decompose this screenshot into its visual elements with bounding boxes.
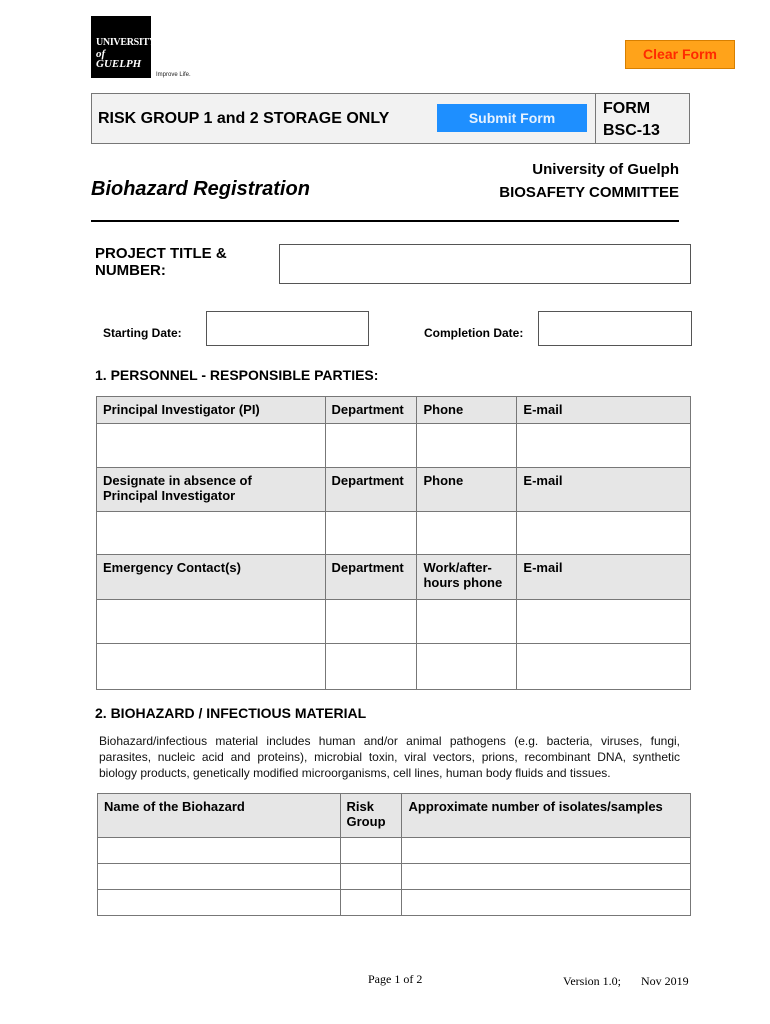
biohazard-row-3: [98, 890, 691, 916]
logo-tagline: Improve Life.: [156, 72, 191, 78]
emergency-email-cell-2[interactable]: [517, 644, 691, 690]
designate-name-header: [97, 468, 326, 512]
emergency-name-cell-1[interactable]: [97, 600, 326, 644]
designate-line-1: Designate in absence of: [103, 473, 252, 488]
designate-phone-cell[interactable]: [417, 512, 517, 555]
biohazard-table: [97, 793, 691, 916]
logo-line-1: UNIVERSITY: [96, 37, 156, 48]
emergency-dept-header: Department: [325, 555, 417, 600]
starting-date-label: Starting Date:: [103, 326, 182, 340]
version-label: Version 1.0;: [563, 974, 621, 988]
biohazard-name-cell-1[interactable]: [98, 838, 341, 864]
biohazard-row-1: [98, 838, 691, 864]
project-title-input[interactable]: [279, 244, 691, 284]
pi-name-header: Principal Investigator (PI): [97, 397, 326, 424]
designate-email-cell[interactable]: [517, 512, 691, 555]
project-title-label: [95, 245, 227, 279]
header-title: RISK GROUP 1 and 2 STORAGE ONLY: [98, 110, 390, 127]
approx-number-cell-3[interactable]: [402, 890, 691, 916]
emergency-email-cell-1[interactable]: [517, 600, 691, 644]
page-number: Page 1 of 2: [368, 972, 423, 986]
emergency-dept-cell-2[interactable]: [325, 644, 417, 690]
pi-dept-cell[interactable]: [325, 424, 417, 468]
risk-group-cell-1[interactable]: [340, 838, 402, 864]
designate-entry-row: [97, 512, 691, 555]
risk-group-header: [340, 794, 402, 838]
project-label-line-1: PROJECT TITLE &: [95, 245, 227, 262]
pi-phone-header: Phone: [417, 397, 517, 424]
page-title: Biohazard Registration: [91, 178, 310, 200]
emergency-phone-line-1: Work/after-: [423, 560, 492, 575]
title-rule: [91, 220, 679, 222]
emergency-phone-line-2: hours phone: [423, 575, 503, 590]
approx-number-cell-2[interactable]: [402, 864, 691, 890]
university-name: University of Guelph: [532, 161, 679, 178]
designate-phone-header: Phone: [417, 468, 517, 512]
emergency-entry-row-1: [97, 600, 691, 644]
personnel-table: [96, 396, 691, 690]
biohazard-name-header: Name of the Biohazard: [98, 794, 341, 838]
clear-form-button[interactable]: Clear Form: [625, 40, 735, 69]
emergency-email-header: E-mail: [517, 555, 691, 600]
project-label-line-2: NUMBER:: [95, 262, 166, 279]
emergency-phone-cell-1[interactable]: [417, 600, 517, 644]
pi-phone-cell[interactable]: [417, 424, 517, 468]
pi-dept-header: Department: [325, 397, 417, 424]
section-2-heading: 2. BIOHAZARD / INFECTIOUS MATERIAL: [95, 705, 367, 721]
university-logo: [91, 16, 156, 78]
risk-group-cell-3[interactable]: [340, 890, 402, 916]
designate-email-header: E-mail: [517, 468, 691, 512]
emergency-dept-cell-1[interactable]: [325, 600, 417, 644]
pi-entry-row: [97, 424, 691, 468]
completion-date-label: Completion Date:: [424, 326, 524, 340]
designate-dept-header: Department: [325, 468, 417, 512]
approx-number-cell-1[interactable]: [402, 838, 691, 864]
emergency-name-cell-2[interactable]: [97, 644, 326, 690]
submit-form-button[interactable]: Submit Form: [437, 104, 587, 132]
designate-name-cell[interactable]: [97, 512, 326, 555]
logo-line-2: of GUELPH: [96, 48, 142, 70]
form-id-line-1: FORM: [603, 100, 651, 117]
form-id-line-2: BSC-13: [603, 122, 660, 139]
section-1-heading: 1. PERSONNEL - RESPONSIBLE PARTIES:: [95, 367, 379, 383]
pi-email-header: E-mail: [517, 397, 691, 424]
starting-date-input[interactable]: [206, 311, 369, 346]
designate-line-2: Principal Investigator: [103, 488, 236, 503]
designate-dept-cell[interactable]: [325, 512, 417, 555]
pi-name-cell[interactable]: [97, 424, 326, 468]
risk-group-cell-2[interactable]: [340, 864, 402, 890]
emergency-entry-row-2: [97, 644, 691, 690]
biohazard-description: Biohazard/infectious material includes human and/or animal pathogens (e.g. bacteria, viruses, fungi, parasites, nucleic acid and proteins), microbial toxin, viral vectors, prions, recombinant DNA, synthetic biology products, genetically modified microorganisms, cell lines, human body fluids and tissues.: [99, 734, 680, 780]
header-divider: [595, 93, 596, 144]
pi-email-cell[interactable]: [517, 424, 691, 468]
form-id: [603, 98, 660, 142]
committee-name: BIOSAFETY COMMITTEE: [499, 184, 679, 201]
pi-header-row: [97, 397, 691, 424]
risk-line-1: Risk: [346, 799, 374, 814]
emergency-name-header: Emergency Contact(s): [97, 555, 326, 600]
version-date: Nov 2019: [641, 974, 689, 988]
emergency-phone-header: [417, 555, 517, 600]
emergency-phone-cell-2[interactable]: [417, 644, 517, 690]
emergency-header-row: [97, 555, 691, 600]
designate-header-row: [97, 468, 691, 512]
biohazard-name-cell-3[interactable]: [98, 890, 341, 916]
approx-number-header: Approximate number of isolates/samples: [402, 794, 691, 838]
risk-line-2: Group: [346, 814, 386, 829]
biohazard-row-2: [98, 864, 691, 890]
biohazard-name-cell-2[interactable]: [98, 864, 341, 890]
completion-date-input[interactable]: [538, 311, 692, 346]
biohazard-header-row: [98, 794, 691, 838]
